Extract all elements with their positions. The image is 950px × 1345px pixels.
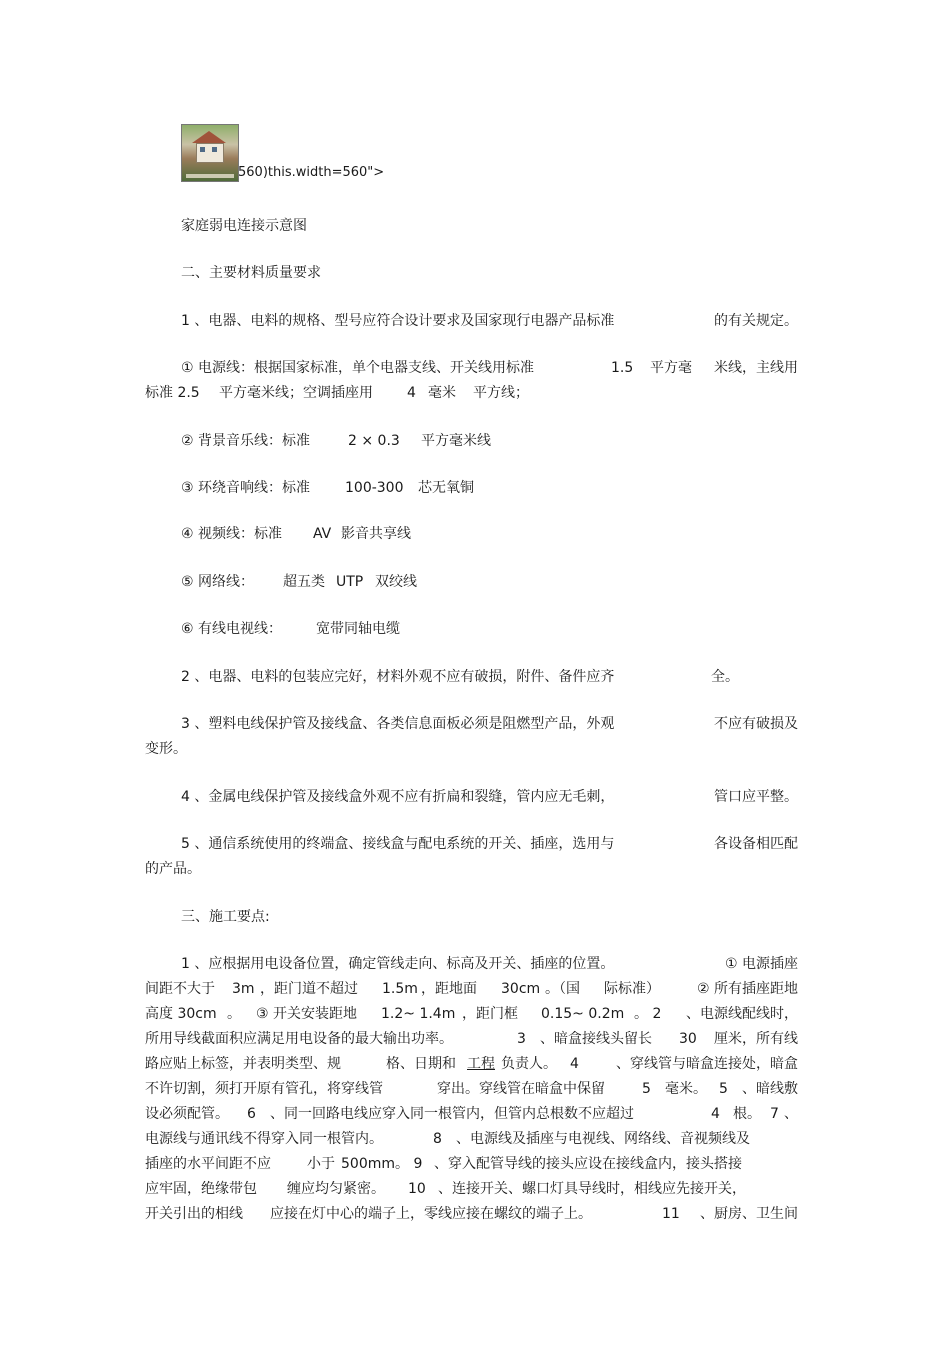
construction-line-11: 开关引出的相线 xyxy=(145,1206,243,1222)
paragraph-2: 2 、电器、电料的包装应完好，材料外观不应有破损，附件、备件应齐 xyxy=(181,669,615,685)
cable-item-2: ② 背景音乐线：标准 xyxy=(181,433,311,449)
section-heading-construction: 三、施工要点: xyxy=(181,909,270,925)
paragraph-1: 1 、电器、电料的规格、型号应符合设计要求及国家现行电器产品标准 xyxy=(181,313,615,329)
link-project[interactable]: 工程 xyxy=(467,1056,495,1072)
cable-item-5: ⑤ 网络线： xyxy=(181,574,255,590)
cable-item-6: ⑥ 有线电视线： xyxy=(181,621,283,637)
house-thumbnail-image xyxy=(181,124,239,182)
paragraph-4: 4 、金属电线保护管及接线盒外观不应有折扁和裂缝，管内应无毛刺， xyxy=(181,789,615,805)
construction-line-1: 1 、应根据用电设备位置，确定管线走向、标高及开关、插座的位置。 xyxy=(181,956,615,972)
cable-item-3: ③ 环绕音响线：标准 xyxy=(181,480,311,496)
construction-line-8: 电源线与通讯线不得穿入同一根管内。 xyxy=(145,1131,383,1147)
cable-item-1: ① 电源线：根据国家标准，单个电器支线、开关线用标准 xyxy=(181,360,534,376)
construction-line-6: 不许切割，须打开原有管孔，将穿线管 xyxy=(145,1081,383,1097)
construction-line-7: 设必须配管。 xyxy=(145,1106,229,1122)
section-heading-materials: 二、主要材料质量要求 xyxy=(181,265,321,281)
cable-item-4: ④ 视频线：标准 xyxy=(181,526,283,542)
construction-line-2: 间距不大于 xyxy=(145,981,215,997)
image-caption: 家庭弱电连接示意图 xyxy=(181,218,307,234)
construction-line-3: 高度 30cm xyxy=(145,1006,217,1022)
paragraph-3: 3 、塑料电线保护管及接线盒、各类信息面板必须是阻燃型产品，外观 xyxy=(181,716,615,732)
construction-line-4: 所用导线截面积应满足用电设备的最大输出功率。 xyxy=(145,1031,453,1047)
construction-line-10: 应牢固，绝缘带包 xyxy=(145,1181,257,1197)
document-page: 560)this.width=560"> 家庭弱电连接示意图 二、主要材料质量要求 1 、电器、电料的规格、型号应符合设计要求及国家现行电器产品标准 的有关规定。 ① 电源线：根据国家标准，单个电器支线、开关线用标准 1.5 平方毫 米线，主线用 标准 2.5 平方毫米线；空调插座用 4 毫米 平方线； ② 背景音乐线：标准 2 × 0.3 平方毫米线 ③ 环绕音响线：标准 100-300 芯无氧铜 ④ 视频线：标准 AV 影音共享线 ⑤ 网络线： 超五类 UTP 双绞线 ⑥ 有线电视线： 宽带同轴电缆 2 、电器、电料的包装应完好，材料外观不应有破损，附件、备件应齐 全。 3 、塑料电线保护管及接线盒、各类信息面板必须是阻燃型产品，外观 不应有破损及 变形。 4 、金属电线保护管及接线盒外观不应有折扁和裂缝，管内应无毛刺， 管口应平整。 5 、通信系统使用的终端盒、接线盒与配电系统的开关、插座，选用与 各设备相匹配 的产品。 三、施工要点: 1 、应根据用电设备位置，确定管线走向、标高及开关、插座的位置。 ① 电源插座 间距不大于 3m ，距门道不超过 1.5m ，距地面 30cm 。（国 际标准） ② 所有插座距地 高度 30cm 。 ③ 开关安装距地 1.2~ 1.4m ，距门框 0.15~ 0.2m 。 2 、电源线配线时， 所用导线截面积应满足用电设备的最大输出功率。 3 、暗盒接线头留长 30 厘米，所有线 路应贴上标签，并表明类型、规 格、日期和 工程 负责人。 4 、穿线管与暗盒连接处，暗盒 不许切割，须打开原有管孔，将穿线管 穿出。穿线管在暗盒中保留 5 毫米。 5 、暗线敷 设必须配管。 6 、同一回路电线应穿入同一根管内，但管内总根数不应超过 4 根。 7 、 电源线与通讯线不得穿入同一根管内。 8 、电源线及插座与电视线、网络线、音视频线及 插座的水平间距不应 小于 500mm 。 9 、穿入配管导线的接头应设在接线盒内，接头搭接 应牢固，绝缘带包 缠应均匀紧密。 10 、连接开关、螺口灯具导线时，相线应先接开关， 开关引出的相线 应接在灯中心的端子上，零线应接在螺纹的端子上。 11 、厨房、卫生间 xyxy=(0,0,950,1345)
construction-line-9: 插座的水平间距不应 xyxy=(145,1156,271,1172)
paragraph-5: 5 、通信系统使用的终端盒、接线盒与配电系统的开关、插座，选用与 xyxy=(181,836,615,852)
construction-line-5: 路应贴上标签，并表明类型、规 xyxy=(145,1056,341,1072)
image-alt-text: 560)this.width=560"> xyxy=(238,165,385,180)
